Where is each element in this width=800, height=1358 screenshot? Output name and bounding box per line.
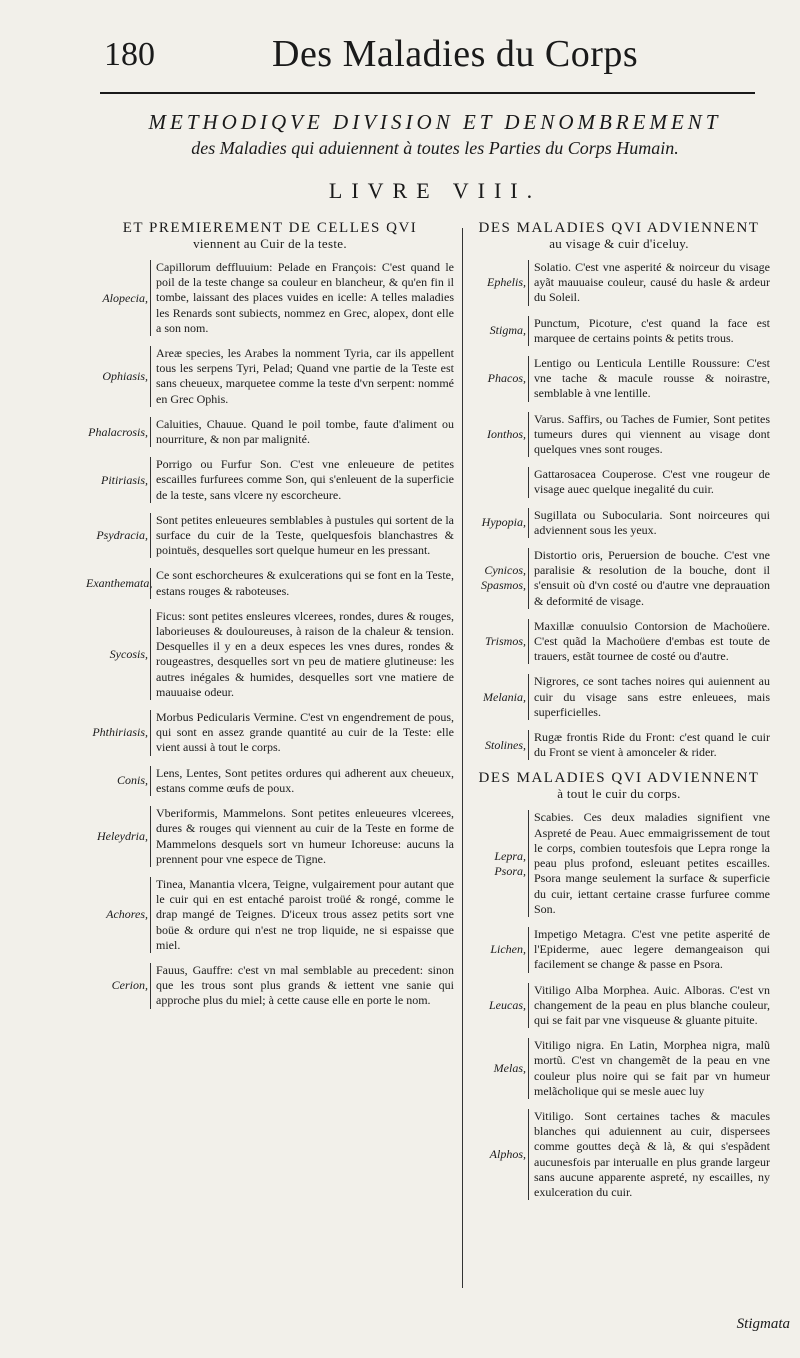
left-heading-line2: viennent au Cuir de la teste. xyxy=(193,236,347,251)
disease-entry xyxy=(86,963,454,1009)
disease-term: Heleydria, xyxy=(97,829,148,843)
disease-entry xyxy=(468,316,770,346)
disease-term: Melania, xyxy=(483,689,526,704)
disease-description: Fauus, Gauffre: c'est vn mal semblable au precedent: sinon que les trous sont plus grands & iettent vne sanie qui approche plus du miel; à cette cause elle en porte le nom. xyxy=(150,963,454,1009)
disease-entry xyxy=(468,260,770,306)
right-heading-line4: à tout le cuir du corps. xyxy=(557,786,681,802)
catchword: Stigmata xyxy=(736,1316,790,1332)
disease-term: Phthiriasis, xyxy=(92,725,148,740)
disease-entry xyxy=(86,609,454,700)
disease-entry xyxy=(468,927,770,973)
disease-description: Vitiligo. Sont certaines taches & macules blanches qui aduiennent au cuir, dispersees comme gouttes deçà & là, & qui s'espãdent aucunesfois par interualle en plus grande largeur sans aucune apparente aspreté, ny escailles, ny exulceration du cuir. xyxy=(528,1109,770,1200)
disease-description: Morbus Pedicularis Vermine. C'est vn engendrement de pous, qui sont en assez grande quantité au cuir de la Teste: elle vient aussi à tout le corps. xyxy=(150,710,454,756)
disease-entry xyxy=(468,730,770,760)
disease-entry xyxy=(86,346,454,407)
disease-entry xyxy=(468,674,770,720)
disease-entry xyxy=(86,513,454,559)
disease-entry xyxy=(86,710,454,756)
disease-term: Achores, xyxy=(106,907,148,922)
disease-description: Distortio oris, Peruersion de bouche. C'est vne paralisie & resolution de la bouche, dont il s'ensuit où d'vn costé ou d'autre vne deprauation & deformité de visage. xyxy=(528,548,770,609)
left-heading-line1: ET PREMIEREMENT DE CELLES QVI xyxy=(122,220,418,236)
disease-term: Phacos, xyxy=(487,371,526,386)
disease-description: Caluities, Chauue. Quand le poil tombe, faute d'aliment ou nourriture, & non par malignité. xyxy=(150,417,454,447)
disease-entry xyxy=(86,568,454,598)
main-title: METHODIQVE DIVISION ET DENOMBREMENT xyxy=(148,110,722,134)
disease-term: Ephelis, xyxy=(487,275,526,290)
disease-term: Trismos, xyxy=(484,634,526,649)
disease-description: Solatio. C'est vne asperité & noirceur du visage ayãt mauuaise couleur, causé du hasle & ardeur du Soleil. xyxy=(528,260,770,306)
disease-term: Ionthos, xyxy=(487,426,526,441)
disease-description: Sont petites enleueures semblables à pustules qui sortent de la surface du cuir de la Teste, quelquesfois blanchastres & pointuës, desquelles sort quelque humeur en les pressant. xyxy=(150,513,454,559)
disease-description: Tinea, Manantia vlcera, Teigne, vulgairement pour autant que le cuir qui en est entaché paroist troüé & rongé, comme le drap mangé de Teignes. D'iceux trous assez petits sort vne boüe & ordure qui n'est ne trop liquide, ne si espaisse que miel. xyxy=(150,877,454,953)
disease-description: Rugæ frontis Ride du Front: c'est quand le cuir du Front se vient à amonceler & rider. xyxy=(528,730,770,760)
disease-description: Sugillata ou Subocularia. Sont noirceures qui adviennent sous les yeux. xyxy=(528,508,770,538)
disease-term: Stolines, xyxy=(485,737,526,752)
header-rule xyxy=(100,92,755,94)
disease-term: Phalacrosis, xyxy=(88,424,148,439)
right-heading-line1: DES MALADIES QVI ADVIENNENT xyxy=(478,220,760,236)
disease-term: Pitiriasis, xyxy=(100,472,148,487)
main-subtitle: des Maladies qui aduiennent à toutes les Parties du Corps Humain. xyxy=(191,138,679,158)
left-section-heading xyxy=(86,220,454,252)
disease-term: Stigma, xyxy=(489,323,526,338)
disease-description: Porrigo ou Furfur Son. C'est vne enleueure de petites escailles furfurees comme Son, qui s'enleuent de la superficie de la teste, sans vlcere ny escorcheure. xyxy=(150,457,454,503)
disease-entry xyxy=(468,508,770,538)
disease-entry xyxy=(468,412,770,458)
right-section-heading-2 xyxy=(468,770,770,802)
disease-description: Vitiligo nigra. En Latin, Morphea nigra, malũ mortũ. C'est vn changemẽt de la peau en vne couleur plus noire qui se fait par vn humeur melãcholique qui se mesle auec luy xyxy=(528,1038,770,1099)
disease-term: Conis, xyxy=(116,773,148,788)
disease-description: Nigrores, ce sont taches noires qui auiennent au cuir du visage sans estre enleuees, mais superficielles. xyxy=(528,674,770,720)
disease-description: Vitiligo Alba Morphea. Auic. Alboras. C'est vn changement de la peau en plus blanche couleur, qui se fait par vne visqueuse & gluante pituite. xyxy=(528,983,770,1029)
disease-term: Alopecia, xyxy=(102,290,148,305)
disease-description: Scabies. Ces deux maladies signifient vne Aspreté de Peau. Auec emmaigrissement de tout le corps, combien toutesfois que Lepra ronge la peau plus profond, esleuant petites escailles. Psora mange seulement la surface & superficie du cuir, iettant certaine crasse furfuree comme Son. xyxy=(528,810,770,916)
disease-entry xyxy=(86,457,454,503)
column-divider xyxy=(462,228,463,1288)
disease-entry xyxy=(468,1038,770,1099)
left-column xyxy=(86,220,454,1019)
left-entry-list xyxy=(86,260,454,1009)
disease-term: Cerion, xyxy=(111,978,148,993)
disease-term: Cynicos, Spasmos, xyxy=(480,563,526,593)
disease-term: Lepra, Psora, xyxy=(494,848,526,878)
disease-entry xyxy=(468,810,770,916)
disease-term: Ophiasis, xyxy=(102,368,148,383)
disease-description: Lentigo ou Lenticula Lentille Roussure: C'est vne tache & macule rousse & noirastre, semblable à vne lentille. xyxy=(528,356,770,402)
disease-entry xyxy=(468,619,770,665)
running-title: Des Maladies du Corps xyxy=(272,33,639,75)
disease-entry xyxy=(86,877,454,953)
disease-entry xyxy=(86,766,454,796)
disease-description: Ficus: sont petites ensleures vlcerees, rondes, dures & rouges, laborieuses & douloureuses, à raison de la chaleur & tension. Desquelles il y en a deux especes les vnes dures, rondes & rougeastres, desquelles sort vn peu de matiere glutineuse: les autres inégales & humides, desquelles sort vne matiere de mauuaise odeur. xyxy=(150,609,454,700)
disease-term: Melas, xyxy=(493,1061,526,1076)
disease-entry xyxy=(468,467,770,497)
disease-term: Lichen, xyxy=(490,942,526,957)
disease-description: Maxillæ conuulsio Contorsion de Machoüere. C'est quãd la Machoüere d'embas est toute de trauers, estãt tournee de costé ou d'autre. xyxy=(528,619,770,665)
disease-term: Sycosis, xyxy=(109,646,148,661)
disease-term: Alphos, xyxy=(489,1147,526,1162)
disease-entry xyxy=(468,1109,770,1200)
disease-description: Gattarosacea Couperose. C'est vne rougeur de visage auec quelque inegalité du cuir. xyxy=(528,467,770,497)
right-heading-line2: au visage & cuir d'iceluy. xyxy=(549,236,689,251)
disease-description: Varus. Saffirs, ou Taches de Fumier, Sont petites tumeurs dures qui viennent au visage dont quelques vnes sont rouges. xyxy=(528,412,770,458)
disease-description: Capillorum deffluuium: Pelade en François: C'est quand le poil de la teste change sa couleur en blancheur, & qu'en fin il tombe, laissant des places vuides en icelle: A telles maladies les Renards sont subiects, nommez en Grec, alopex, dont elle a son nom. xyxy=(150,260,454,336)
disease-entry xyxy=(86,260,454,336)
disease-entry xyxy=(468,356,770,402)
right-entry-list xyxy=(468,260,770,760)
disease-term: Hypopia, xyxy=(481,515,526,530)
right-section-heading xyxy=(468,220,770,252)
disease-entry xyxy=(86,417,454,447)
disease-description: Areæ species, les Arabes la nomment Tyria, car ils appellent tous les serpens Tyri, Pelad; Quand vne partie de la Teste est sans cheueux, marquetee comme la teste d'vn serpent: nommé en Grec Ophis. xyxy=(150,346,454,407)
page-number: 180 xyxy=(104,36,155,73)
disease-term: Psydracia, xyxy=(96,528,148,543)
disease-entry xyxy=(468,548,770,609)
disease-description: Lens, Lentes, Sont petites ordures qui adherent aux cheueux, estans comme œufs de poux. xyxy=(150,766,454,796)
disease-entry xyxy=(468,983,770,1029)
disease-term: Leucas, xyxy=(489,997,526,1012)
disease-entry xyxy=(86,806,454,867)
disease-description: Vberiformis, Mammelons. Sont petites enleueures vlcerees, dures & rouges qui viennent au cuir de la Teste en forme de Mammelons desquels sort vn humeur Ichoreuse: aucuns la prennent pour vne espece de Tigne. xyxy=(150,806,454,867)
disease-description: Impetigo Metagra. C'est vne petite asperité de l'Epiderme, auec legere demangeaison qui facilement se change & passe en Psora. xyxy=(528,927,770,973)
right-column xyxy=(468,220,770,1210)
disease-term: Exanthemata, xyxy=(86,576,153,591)
disease-description: Ce sont eschorcheures & exulcerations qui se font en la Teste, estans rouges & raboteuses. xyxy=(150,568,454,598)
book-number: LIVRE VIII. xyxy=(328,178,542,203)
right-entry-list-2 xyxy=(468,810,770,1200)
right-heading-line3: DES MALADIES QVI ADVIENNENT xyxy=(478,770,760,787)
disease-description: Punctum, Picoture, c'est quand la face est marquee de certains points & petits trous. xyxy=(528,316,770,346)
